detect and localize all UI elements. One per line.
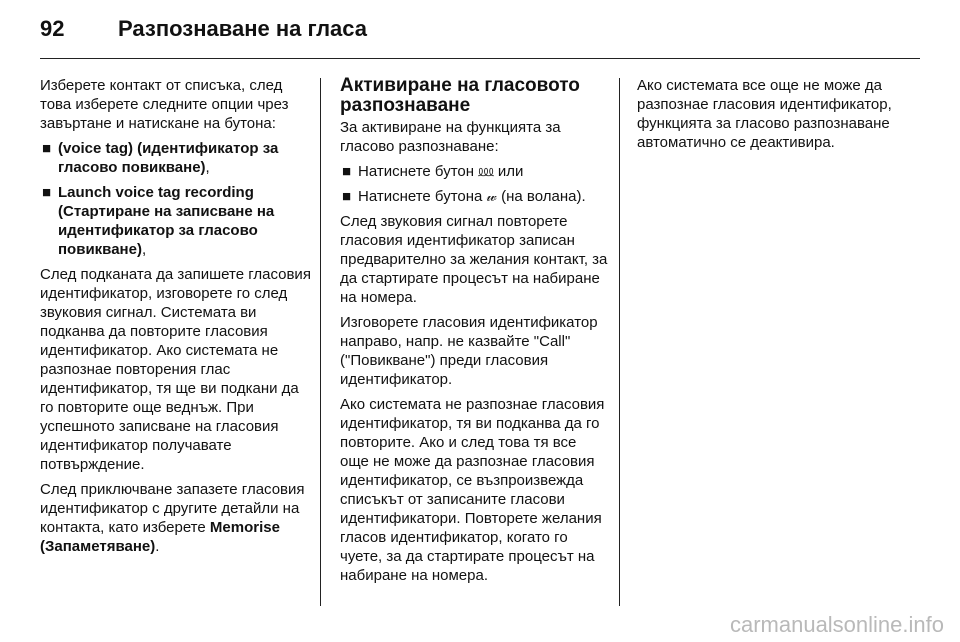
bullet-icon: ■: [342, 163, 352, 180]
options-list: [40, 139, 312, 259]
list-item: ■ Launch voice tag recording (Стартиране на записване на идентификатор за гласово повикване),: [42, 184, 275, 258]
header-rule: [40, 58, 920, 59]
bullet-icon: ■: [42, 184, 52, 201]
page-title: Разпознаване на гласа: [118, 16, 368, 41]
list-item: ■ Натиснете бутон ⅏ или: [342, 163, 524, 180]
save-paragraph: След приключване запазете гласовия идентификатор с другите детайли на контакта, като изберете Memorise (Запаметяване).: [40, 481, 305, 555]
paragraph: Ако системата все още не може да разпознае гласовия идентификатор, функцията за гласово разпознаване автоматично се деактивира.: [637, 77, 892, 151]
list-item: ■ (voice tag) (идентификатор за гласово повикване),: [42, 140, 279, 176]
bullet-icon: ■: [342, 188, 352, 205]
column-1: [40, 76, 312, 562]
column-2: [340, 76, 608, 591]
paragraph: След звуковия сигнал повторете гласовия идентификатор записан предварително за желания контакт, за да стартирате процесът на набиране на номера.: [340, 213, 608, 306]
column-3: [637, 76, 909, 158]
activation-intro: За активиране на функцията за гласово разпознаване:: [340, 119, 561, 155]
watermark: carmanualsonline.info: [729, 612, 944, 637]
section-heading: Активиране на гласовото разпознаване: [340, 75, 580, 116]
recording-paragraph: След подканата да запишете гласовия идентификатор, изговорете го след звуковия сигнал. Системата ви подканва да повторите гласовия идентификатор. Ако системата не разпознае повторения глас идентификатор, тя ще ви подкани да го повторите още веднъж. При успешното записване на гласовия идентификатор получавате потвърждение.: [40, 266, 311, 473]
column-divider: [320, 78, 321, 606]
paragraph: Изговорете гласовия идентификатор направо, напр. не казвайте "Call" ("Повикване") преди гласовия идентификатор.: [340, 314, 598, 388]
page-header: [0, 0, 960, 62]
column-divider: [619, 78, 620, 606]
option-voice-tag: (voice tag) (идентификатор за гласово повикване): [58, 140, 279, 176]
voice-button-icon: ⅏: [478, 163, 494, 180]
paragraph: Ако системата не разпознае гласовия идентификатор, тя ви подканва да го повторите. Ако и след това тя все още не може да разпознае гласовия идентификатор, се възпроизвежда списъкът от записаните гласови идентификатори. Повторете желания гласов идентификатор, когато го чуете, за да стартирате процесът на набиране на номера.: [340, 396, 605, 584]
bullet-icon: ■: [42, 140, 52, 157]
list-item: ■ Натиснете бутона 𝓌 (на волана).: [342, 188, 586, 205]
page-number: 92: [40, 16, 65, 41]
intro-paragraph: Изберете контакт от списъка, след това изберете следните опции чрез завъртане и натискане на бутона:: [40, 77, 289, 132]
option-launch-recording: Launch voice tag recording (Стартиране на записване на идентификатор за гласово повикване): [58, 184, 275, 258]
steering-voice-button-icon: 𝓌: [486, 188, 497, 205]
option-memorise: Memorise (Запаметяване): [40, 519, 280, 555]
activation-list: [340, 162, 608, 206]
